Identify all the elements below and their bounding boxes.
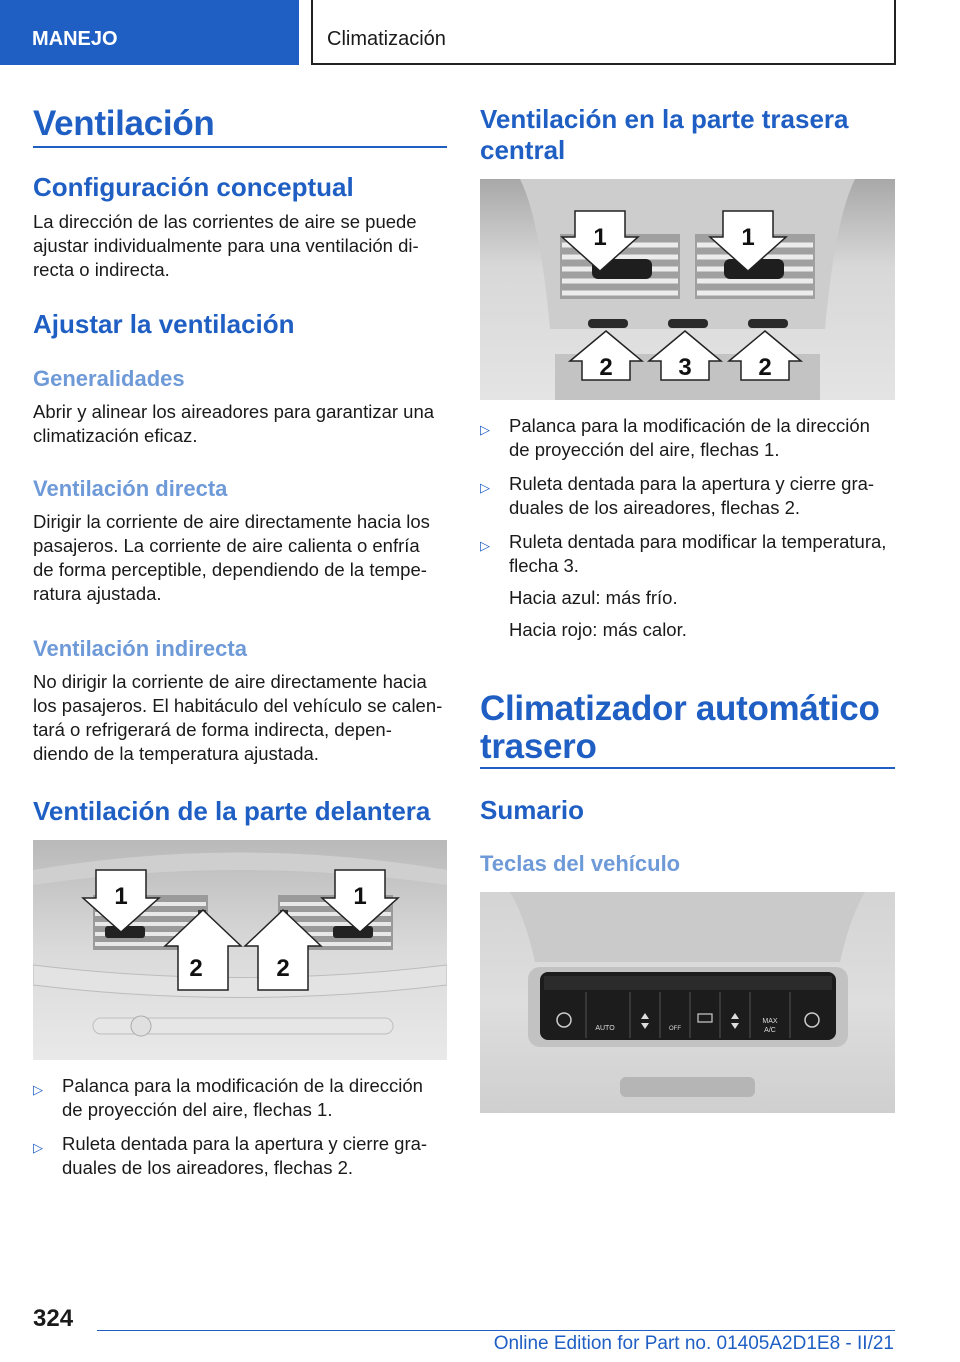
edition-text: Online Edition for Part no. 01405A2D1E8 - II/21 — [493, 1333, 894, 1354]
section-label: MANEJO — [32, 28, 118, 50]
page-title: Ventilación — [33, 104, 215, 143]
front-ventilation-heading: Ventilación de la parte delantera — [33, 796, 431, 826]
panel-max-label: MAX — [762, 1018, 778, 1025]
note-blue-cold: Hacia azul: más frío. — [509, 587, 678, 608]
list-bullet-icon: ▷ — [33, 1082, 43, 1097]
rear-label-2b: 2 — [758, 354, 772, 381]
general-paragraph: Abrir y alinear los aireadores para garantizar una climatización eficaz. — [33, 401, 435, 446]
list-bullet-icon: ▷ — [480, 538, 490, 553]
front-label-2b: 2 — [276, 955, 290, 982]
general-heading: Generalidades — [33, 366, 185, 391]
summary-heading: Sumario — [480, 795, 585, 825]
list-bullet-icon: ▷ — [33, 1140, 43, 1155]
auto-climate-title: Climatizador automático trasero — [480, 689, 880, 766]
indirect-heading: Ventilación indirecta — [33, 636, 247, 661]
list-bullet-icon: ▷ — [480, 480, 490, 495]
rear-list-item-3: ▷ Ruleta dentada para modificar la temperatura, flecha 3. — [480, 531, 887, 576]
title-rule — [33, 146, 447, 148]
direct-heading: Ventilación directa — [33, 476, 228, 501]
front-list-item-1: ▷ Palanca para la modificación de la dirección de proyección del aire, flechas 1. — [33, 1075, 423, 1120]
footer-rule — [97, 1330, 895, 1331]
panel-auto-label: AUTO — [595, 1025, 615, 1032]
rear-label-3: 3 — [678, 354, 692, 381]
page-number: 324 — [33, 1305, 74, 1332]
chapter-box — [311, 0, 896, 65]
concept-paragraph: La dirección de las corrientes de aire se puede ajustar individualmente para una ventilación di- recta o indirecta. — [33, 211, 419, 280]
chapter-label: Climatización — [327, 28, 446, 50]
note-red-warm: Hacia rojo: más calor. — [509, 619, 687, 640]
rear-list-item-1: ▷ Palanca para la modificación de la dirección de proyección del aire, flechas 1. — [480, 415, 870, 460]
direct-paragraph: Dirigir la corriente de aire directamente hacia los pasajeros. La corriente de aire calienta o enfría de forma perceptible, dependiendo de la tempe- ratura ajustada. — [33, 511, 430, 604]
keys-heading: Teclas del vehículo — [480, 851, 681, 876]
indirect-paragraph: No dirigir la corriente de aire directamente hacia los pasajeros. El habitáculo del vehículo se calen- tará o refrigerará de forma indirecta, depen- diendo de la temperatura ajustada. — [33, 671, 443, 764]
panel-off-label: OFF — [669, 1026, 681, 1032]
front-label-1a: 1 — [114, 883, 128, 910]
rear-label-2a: 2 — [599, 354, 613, 381]
rear-list-item-2: ▷ Ruleta dentada para la apertura y cierre gra- duales de los aireadores, flechas 2. — [480, 473, 875, 518]
rear-panel-figure — [480, 892, 895, 1113]
panel-ac-label: A/C — [764, 1027, 776, 1034]
section-tab — [0, 0, 299, 65]
front-label-1b: 1 — [353, 883, 367, 910]
front-vents-figure — [33, 840, 447, 1060]
front-label-2a: 2 — [189, 955, 203, 982]
rear-center-heading: Ventilación en la parte trasera central — [480, 104, 849, 165]
list-bullet-icon: ▷ — [480, 422, 490, 437]
auto-title-rule — [480, 767, 895, 769]
adjust-heading: Ajustar la ventilación — [33, 309, 295, 339]
rear-vents-figure — [480, 179, 895, 400]
concept-heading: Configuración conceptual — [33, 172, 354, 202]
rear-label-1b: 1 — [741, 224, 755, 251]
rear-label-1a: 1 — [593, 224, 607, 251]
front-list-item-2: ▷ Ruleta dentada para la apertura y cierre gra- duales de los aireadores, flechas 2. — [33, 1133, 428, 1178]
